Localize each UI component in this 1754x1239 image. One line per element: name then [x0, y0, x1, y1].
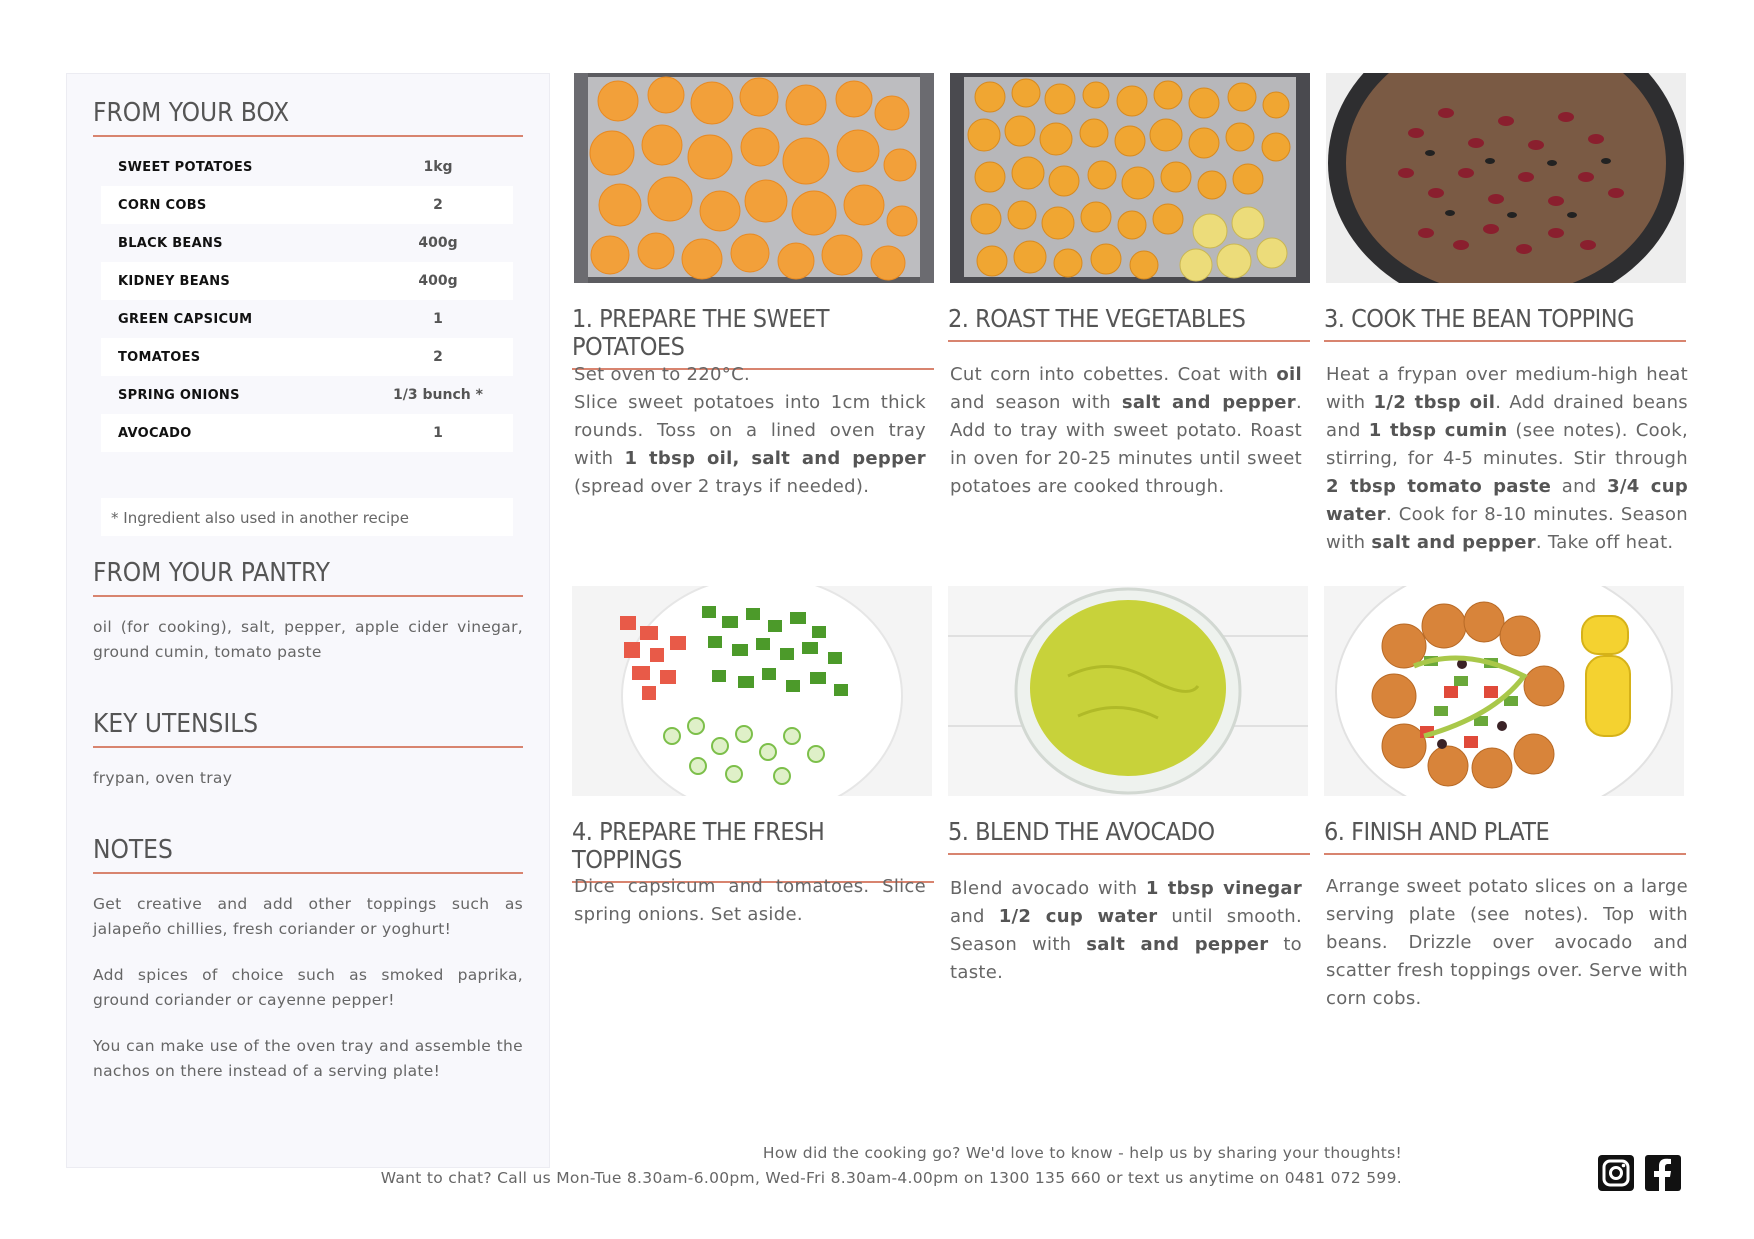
contact-text: Want to chat? Call us Mon-Tue 8.30am-6.00pm, Wed-Fri 8.30am-4.00pm on 1300 135 660 or text us anytime on 0481 072 599.	[380, 1169, 1402, 1187]
note-item: You can make use of the oven tray and assemble the nachos on there instead of a serving plate!	[93, 1037, 523, 1080]
step-3-text: Heat a frypan over medium-high heat with 1/2 tbsp oil. Add drained beans and 1 tbsp cumin (see notes). Cook, stirring, for 4-5 minutes. Stir through 2 tbsp tomato paste and 3/4 cup water. Cook for 8-10 minutes. Season with salt and pepper. Take off heat.	[1326, 364, 1689, 553]
step-1-title: 1. PREPARE THE SWEET POTATOES	[572, 305, 934, 370]
notes-title: NOTES	[93, 836, 523, 874]
from-your-box-title: FROM YOUR BOX	[93, 99, 523, 137]
step-3-image	[1326, 73, 1686, 283]
step-1-text: Set oven to 220°C. Slice sweet potatoes into 1cm thick rounds. Toss on a lined oven tray with 1 tbsp oil, salt and pepper (spread over 2 trays if needed).	[574, 364, 926, 497]
step-4-image	[572, 586, 932, 796]
instagram-icon[interactable]	[1598, 1155, 1634, 1191]
step-2-text: Cut corn into cobettes. Coat with oil and season with salt and pepper. Add to tray with sweet potato. Roast in oven for 20-25 minutes until sweet potatoes are cooked through.	[950, 364, 1302, 497]
feedback-text: How did the cooking go? We'd love to know - help us by sharing your thoughts!	[762, 1144, 1402, 1162]
step-4-title: 4. PREPARE THE FRESH TOPPINGS	[572, 818, 934, 883]
ingredient-row: TOMATOES 2	[101, 338, 513, 376]
step-2-image	[950, 73, 1310, 283]
ingredient-row: KIDNEY BEANS 400g	[101, 262, 513, 300]
step-5-text: Blend avocado with 1 tbsp vinegar and 1/2 cup water until smooth. Season with salt and pepper to taste.	[950, 878, 1302, 983]
step-4-text: Dice capsicum and tomatoes. Slice spring onions. Set aside.	[574, 876, 926, 925]
step-6-title: 6. FINISH AND PLATE	[1324, 818, 1686, 855]
note-item: Get creative and add other toppings such as jalapeño chillies, fresh coriander or yoghurt!	[93, 895, 523, 938]
step-3-title: 3. COOK THE BEAN TOPPING	[1324, 305, 1686, 342]
note-item: Add spices of choice such as smoked paprika, ground coriander or cayenne pepper!	[93, 966, 523, 1009]
facebook-icon[interactable]	[1645, 1155, 1681, 1191]
utensils-text: frypan, oven tray	[93, 769, 233, 787]
ingredient-row: BLACK BEANS 400g	[118, 235, 458, 251]
ingredient-row: SWEET POTATOES 1kg	[118, 159, 453, 175]
step-2-title: 2. ROAST THE VEGETABLES	[948, 305, 1310, 342]
step-5-image	[948, 586, 1308, 796]
key-utensils-title: KEY UTENSILS	[93, 710, 523, 748]
ingredient-row: SPRING ONIONS 1/3 bunch *	[118, 387, 483, 403]
ingredient-row: AVOCADO 1	[101, 414, 513, 452]
step-6-image	[1324, 586, 1684, 796]
step-1-image	[574, 73, 934, 283]
ingredient-row: GREEN CAPSICUM 1	[118, 311, 443, 327]
ingredient-row: CORN COBS 2	[101, 186, 513, 224]
step-6-text: Arrange sweet potato slices on a large serving plate (see notes). Top with beans. Drizzle over avocado and scatter fresh toppings over. Serve with corn cobs.	[1326, 876, 1688, 1009]
ingredients-table	[101, 148, 513, 452]
step-5-title: 5. BLEND THE AVOCADO	[948, 818, 1310, 855]
from-your-pantry-title: FROM YOUR PANTRY	[93, 559, 523, 597]
pantry-text: oil (for cooking), salt, pepper, apple cider vinegar, ground cumin, tomato paste	[93, 618, 523, 661]
ingredient-footnote: * Ingredient also used in another recipe	[101, 498, 513, 536]
